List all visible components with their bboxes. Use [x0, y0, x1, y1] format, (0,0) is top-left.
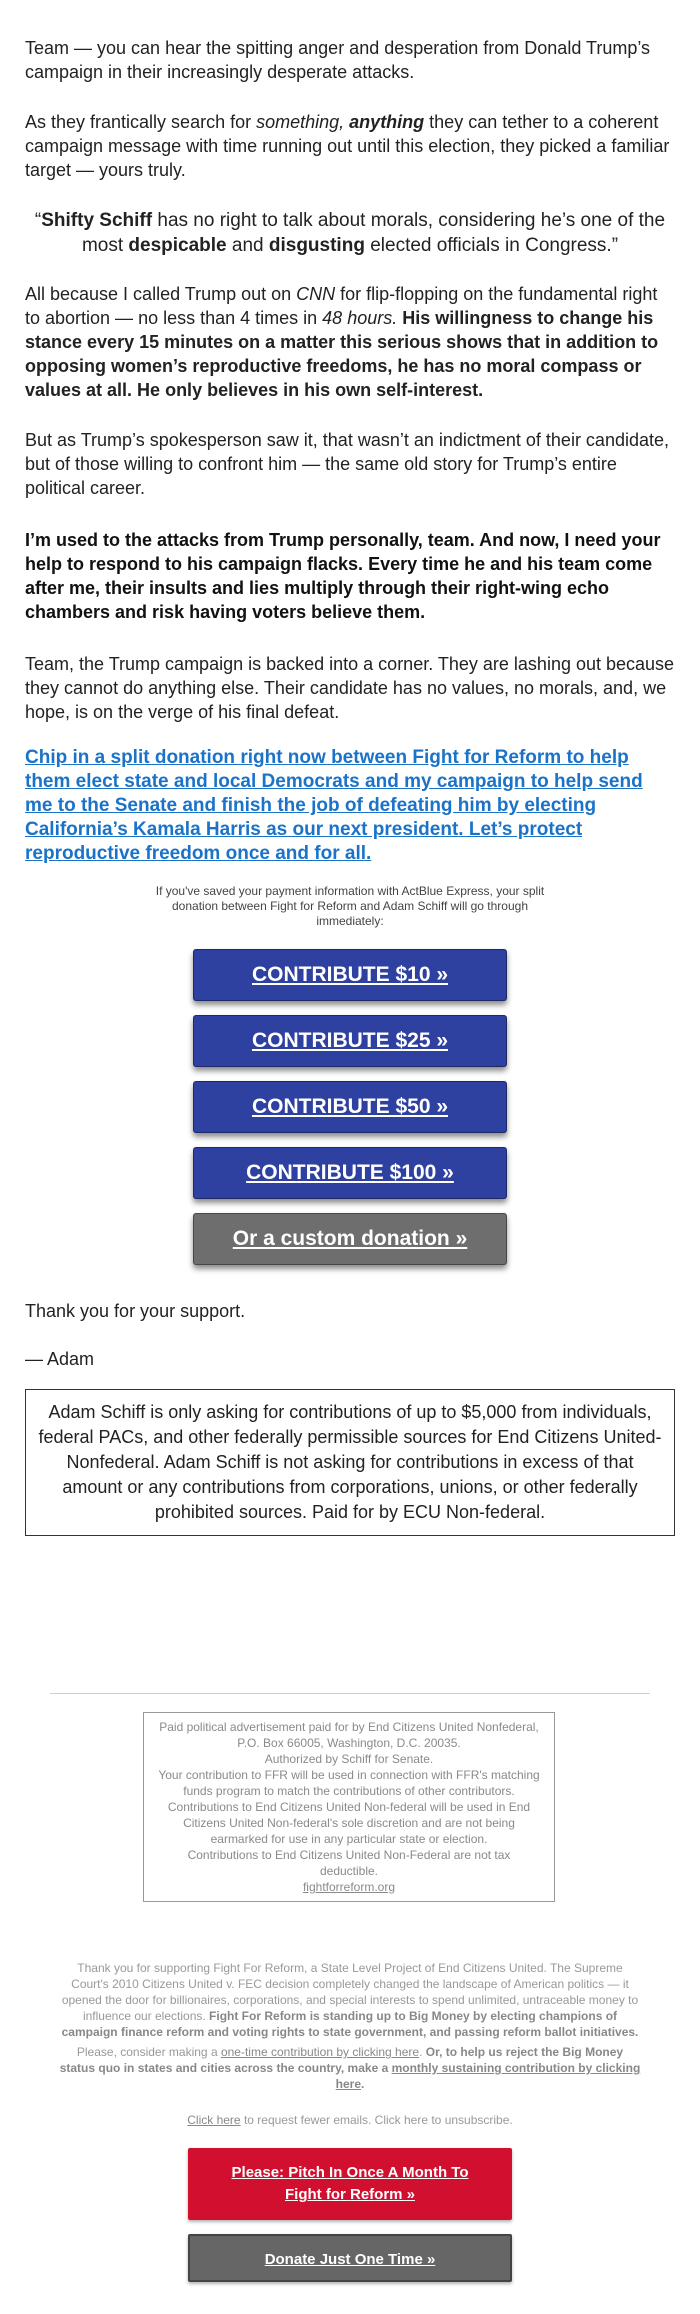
thanks-text: Thank you for your support. — [25, 1301, 246, 1321]
paragraph-search — [25, 110, 675, 182]
text: . — [361, 2077, 365, 2091]
text: I’m used to the attacks from Trump personally, team. And now, I need your help to respond to his campaign flacks. Every time he and his team come after me, their insults and lies multiply through their right-wing echo chambers and risk having voters believe them. — [25, 530, 661, 622]
paid-for-box — [143, 1712, 555, 1902]
emphasis-strong: anything — [349, 112, 425, 132]
paid-line: Authorized by Schiff for Senate. — [264, 1752, 434, 1766]
paragraph-attacks — [25, 528, 675, 624]
contribute-50-button[interactable]: CONTRIBUTE $50 » — [193, 1081, 507, 1133]
footer-consider — [58, 2044, 642, 2092]
footer-divider — [50, 1693, 650, 1694]
website-link[interactable]: fightforreform.org — [302, 1880, 396, 1894]
paragraph-spokesperson — [25, 428, 675, 500]
text: All because I called Trump out on — [25, 284, 297, 304]
custom-donation-button[interactable]: Or a custom donation » — [193, 1213, 507, 1265]
actblue-express-note: If you've saved your payment information with ActBlue Express, your split donation between Fight for Reform and Adam Schiff will go through immediately: — [155, 884, 545, 928]
emphasis: something, — [256, 112, 345, 132]
text: for flip-flopping on the fundamental right to abortion — no less than 4 times in — [25, 284, 658, 328]
text: and — [226, 235, 269, 256]
footer-unsubscribe — [58, 2112, 642, 2128]
text: Team — you can hear the spitting anger and desperation from Donald Trump’s campaign in their increasingly desperate attacks. — [25, 38, 651, 82]
quote-mark: “ — [34, 210, 42, 231]
text-strong: disgusting — [268, 235, 365, 256]
disclaimer-box — [25, 1389, 675, 1536]
paragraph-cnn — [25, 282, 675, 402]
text: Team, the Trump campaign is backed into a corner. They are lashing out because they cannot do anything else. Their candidate has no values, no morals, and, we hope, is on the verge of his final defeat. — [25, 654, 675, 722]
paid-line: Paid political advertisement paid for by End Citizens United Nonfederal, P.O. Box 66005, Washington, D.C. 20035. — [159, 1720, 539, 1750]
text-strong: despicable — [128, 235, 227, 256]
emphasis: CNN — [296, 284, 336, 304]
paid-line: Your contribution to FFR will be used in connection with FFR's matching funds program to match the contributions of other contributors. — [158, 1768, 540, 1798]
text-strong: Or, to help us reject the Big Money status quo in states and cities across the country, make a — [59, 2045, 624, 2075]
contribute-100-button[interactable]: CONTRIBUTE $100 » — [193, 1147, 507, 1199]
one-time-donation-button[interactable]: Donate Just One Time » — [188, 2234, 512, 2282]
text: But as Trump’s spokesperson saw it, that wasn’t an indictment of their candidate, but of those willing to confront him — the same old story for Trump’s entire political career. — [25, 430, 670, 498]
text: Thank you for supporting Fight For Reform, a State Level Project of End Citizens United. The Supreme Court's 2010 Citizens United v. FEC decision completely changed the landscape of American politics — it opened the door for billionaires, corporations, and special interests to spend unlimited, untraceable money to influence our elections. — [61, 1961, 639, 2023]
one-time-contribution-link[interactable]: one-time contribution by clicking here — [220, 2045, 420, 2059]
signature: — Adam — [25, 1349, 95, 1369]
paragraph-intro — [25, 36, 675, 84]
monthly-donation-button[interactable]: Please: Pitch In Once A Month To Fight for Reform » — [188, 2148, 512, 2220]
text: . — [419, 2045, 426, 2059]
contribute-10-button[interactable]: CONTRIBUTE $10 » — [193, 949, 507, 1001]
text: has no right to talk about morals, considering he’s one of the most — [81, 210, 666, 256]
paragraph-corner — [25, 652, 675, 724]
text: to request fewer emails. Click here to unsubscribe. — [240, 2113, 513, 2127]
text: Please, consider making a — [76, 2045, 221, 2059]
emphasis: 48 hours. — [322, 308, 398, 328]
paid-line: Contributions to End Citizens United Non-Federal are not tax deductible. — [187, 1848, 511, 1878]
footer-about — [58, 1960, 642, 2040]
quote — [25, 208, 675, 258]
monthly-contribution-link[interactable]: monthly sustaining contribution by clicking here — [335, 2061, 641, 2091]
contribute-25-button[interactable]: CONTRIBUTE $25 » — [193, 1015, 507, 1067]
paid-line: Contributions to End Citizens United Non-federal will be used in End Citizens United Non-federal's sole discretion and are not being earmarked for use in any particular state or election. — [167, 1800, 531, 1846]
text: elected officials in Congress.” — [364, 235, 619, 256]
fewer-emails-link[interactable]: Click here — [187, 2113, 241, 2127]
disclaimer-text: Adam Schiff is only asking for contributions of up to $5,000 from individuals, federal PACs, and other federally permissible sources for End Citizens United-Nonfederal. Adam Schiff is not asking for contributions in excess of that amount or any contributions from corporations, unions, or other federally prohibited sources. Paid for by ECU Non-federal. — [38, 1402, 662, 1522]
quote-name: Shifty Schiff — [41, 210, 153, 231]
text-strong: Fight For Reform is standing up to Big Money by electing champions of campaign finance reform and voting rights to state government, and passing reform ballot initiatives. — [61, 2009, 639, 2039]
text-strong: His willingness to change his stance every 15 minutes on a matter this serious shows that in addition to opposing women’s reproductive freedoms, he has no moral compass or values at all. He only believes in his own self-interest. — [25, 308, 659, 400]
donate-link[interactable]: Chip in a split donation right now between Fight for Reform to help them elect state and local Democrats and my campaign to help send me to the Senate and finish the job of defeating him by electing California’s Kamala Harris as our next president. Let’s protect reproductive freedom once and for all. — [25, 747, 643, 864]
text: As they frantically search for — [25, 112, 257, 132]
text: they can tether to a coherent campaign message with time running out until this election, they picked a familiar target — yours truly. — [25, 112, 670, 180]
